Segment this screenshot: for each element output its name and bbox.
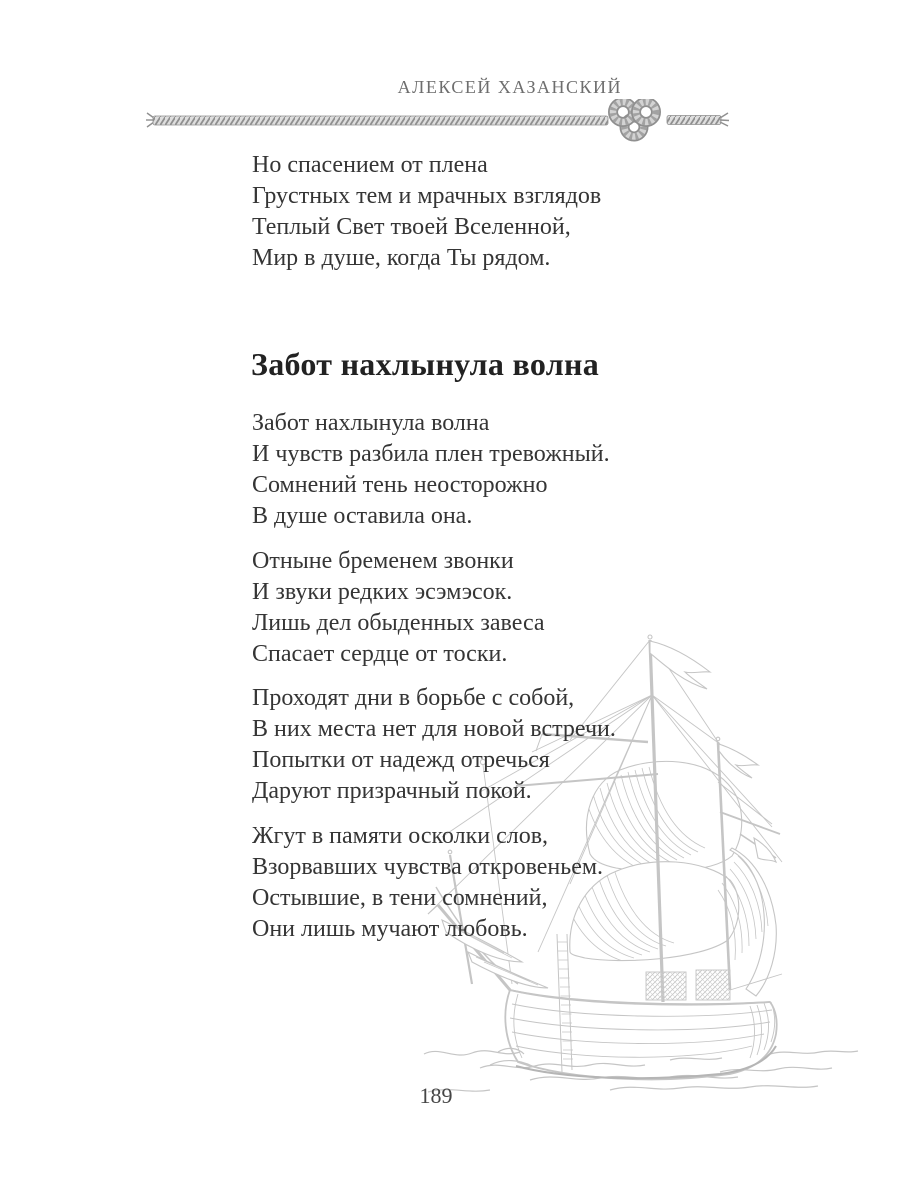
previous-poem-last-stanza — [252, 150, 601, 274]
poem-line: Но спасением от плена — [252, 152, 488, 178]
poem-line: Жгут в памяти осколки слов, — [252, 823, 549, 849]
poem-line: Грустных тем и мрачных взглядов — [252, 183, 602, 209]
poem-line: Проходят дни в борьбе с собой, — [252, 685, 575, 711]
poem-line: Теплый Свет твоей Вселенной, — [252, 214, 571, 240]
poem-line: Взорвавших чувства откровеньем. — [252, 854, 604, 880]
poem-stanza-4 — [252, 821, 603, 945]
poem-line: Даруют призрачный покой. — [252, 778, 532, 804]
poem-line: Попытки от надежд отречься — [252, 747, 550, 773]
poem-line: Отныне бременем звонки — [252, 548, 514, 574]
poem-line: И звуки редких эсэмэсок. — [252, 579, 513, 605]
poem-line: В них места нет для новой встречи. — [252, 716, 616, 742]
poem-stanza-3 — [252, 683, 616, 807]
poem-line: Спасает сердце от тоски. — [252, 641, 508, 667]
rope-divider-with-knot-icon — [145, 99, 735, 143]
running-header-author: АЛЕКСЕЙ ХАЗАНСКИЙ — [397, 77, 622, 97]
poem-stanza-1 — [252, 408, 610, 532]
page-number: 189 — [419, 1083, 453, 1108]
poem-line: Они лишь мучают любовь. — [252, 916, 528, 942]
poem-line: Мир в душе, когда Ты рядом. — [252, 245, 551, 271]
poem-line: Забот нахлынула волна — [252, 410, 490, 436]
poem-title: Забот нахлынула волна — [251, 346, 600, 382]
poem-line: Остывшие, в тени сомнений, — [252, 885, 548, 911]
poem-line: Лишь дел обыденных завеса — [252, 610, 545, 636]
poem-line: Сомнений тень неосторожно — [252, 472, 548, 498]
poem-line: В душе оставила она. — [252, 503, 473, 529]
poem-stanza-2 — [252, 546, 545, 670]
poem-line: И чувств разбила плен тревожный. — [252, 441, 610, 467]
